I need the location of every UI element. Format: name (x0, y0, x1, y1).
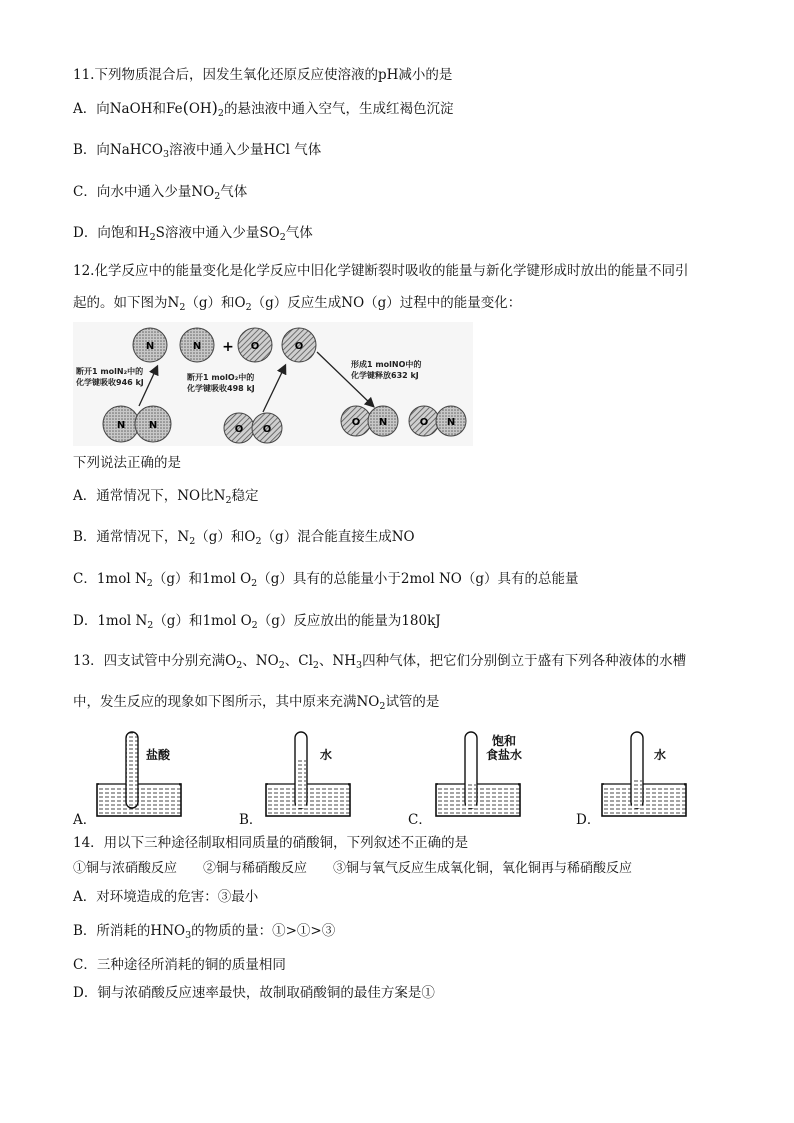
caption-right-1: 形成1 molNO中的 (351, 360, 422, 369)
energy-change-figure (73, 322, 473, 446)
q11-option-b: B．向NaHCO$_3$溶液中通入少量HCl 气体 (73, 142, 322, 160)
q12-prompt: 下列说法正确的是 (73, 455, 181, 471)
q12-option-c: C．1mol $N_2(g)$和1mol $O_2(g)$具有的总能量小于2mol NO（g）具有的总能量 (73, 571, 579, 589)
o-atom-label: O (250, 341, 260, 352)
q14-option-b: B．所消耗的$HNO_3$的物质的量：①>①>③ (73, 923, 336, 941)
q13-option-d-figure (598, 728, 690, 820)
q14-option-a: A．对环境造成的危害：③最小 (73, 889, 259, 905)
caption-right-2: 化学键释放632 kJ (351, 371, 419, 380)
q13-option-c-letter: C． (408, 812, 432, 828)
q13-option-d-liquid-label: 水 (654, 748, 667, 762)
q13-stem-line2: 中，发生反应的现象如下图所示，其中原来充满$NO_2$试管的是 (73, 694, 440, 712)
q12-option-a: A．通常情况下，NO比$N_2$稳定 (73, 488, 259, 506)
q11-option-d: D．向饱和$H_2S$溶液中通入少量$SO_2$气体 (73, 225, 313, 243)
q14-route-3: ③铜与氧气反应生成氧化铜，氧化铜再与稀硝酸反应 (333, 861, 633, 876)
q13-option-d-letter: D． (576, 812, 601, 828)
q12-option-d: D．1mol $N_2(g)$和1mol $O_2(g)$反应放出的能量为180kJ (73, 613, 441, 631)
caption-left-1: 断开1 molN₂中的 (76, 367, 144, 376)
q12-option-b: B．通常情况下，$N_2(g)$和$O_2(g)$混合能直接生成NO (73, 529, 415, 547)
o-atom-label: O (294, 341, 304, 352)
q11-option-a: A．向NaOH和$Fe(OH)_2$的悬浊液中通入空气，生成红褐色沉淀 (73, 98, 454, 119)
caption-mid-2: 化学键吸收498 kJ (187, 384, 255, 393)
q13-option-a-letter: A． (73, 812, 97, 828)
o-atom-label: O (351, 417, 361, 428)
q14-route-2: ②铜与稀硝酸反应 (203, 861, 308, 876)
n-atom-label: N (378, 417, 388, 428)
q13-option-b-figure (262, 728, 354, 820)
q11-option-c: C．向水中通入少量$NO_2$气体 (73, 184, 248, 202)
n-atom-label: N (116, 420, 126, 431)
q11-stem: 11.下列物质混合后，因发生氧化还原反应使溶液的pH减小的是 (73, 67, 453, 83)
q14-routes (73, 860, 632, 878)
n-atom-label: N (192, 341, 202, 352)
q14-stem: 14．用以下三种途径制取相同质量的硝酸铜，下列叙述不正确的是 (73, 835, 469, 851)
q14-route-1: ①铜与浓硝酸反应 (73, 861, 178, 876)
q14-option-d: D．铜与浓硝酸反应速率最快，故制取硝酸铜的最佳方案是① (73, 985, 435, 1001)
q13-option-a-liquid-label: 盐酸 (146, 748, 171, 762)
q13-option-b-letter: B． (239, 812, 263, 828)
caption-left-2: 化学键吸收946 kJ (76, 378, 144, 387)
q14-option-c: C．三种途径所消耗的铜的质量相同 (73, 957, 286, 973)
q12-stem-line2: 起的。如下图为$N_2(g)$和$O_2(g)$反应生成NO（g）过程中的能量变化： (73, 295, 522, 313)
n-atom-label: N (148, 420, 158, 431)
q13-stem-line1: 13．四支试管中分别充满$O_2$、$NO_2$、$Cl_2$、$NH_3$四种气体，把它们分别倒立于盛有下列各种液体的水槽 (73, 653, 687, 671)
q12-stem-line1: 12.化学反应中的能量变化是化学反应中旧化学键断裂时吸收的能量与新化学键形成时放出的能量不同引 (73, 263, 689, 279)
o-atom-label: O (262, 424, 272, 435)
o-atom-label: O (234, 424, 244, 435)
q13-option-c-liquid-label: 饱和 食盐水 (486, 734, 523, 762)
q13-option-a-figure (93, 728, 185, 820)
n-atom-label: N (145, 341, 155, 352)
q13-option-b-liquid-label: 水 (320, 748, 333, 762)
caption-mid-1: 断开1 molO₂中的 (187, 373, 255, 382)
plus-sign: + (222, 339, 234, 355)
o-atom-label: O (419, 417, 429, 428)
n-atom-label: N (446, 417, 456, 428)
